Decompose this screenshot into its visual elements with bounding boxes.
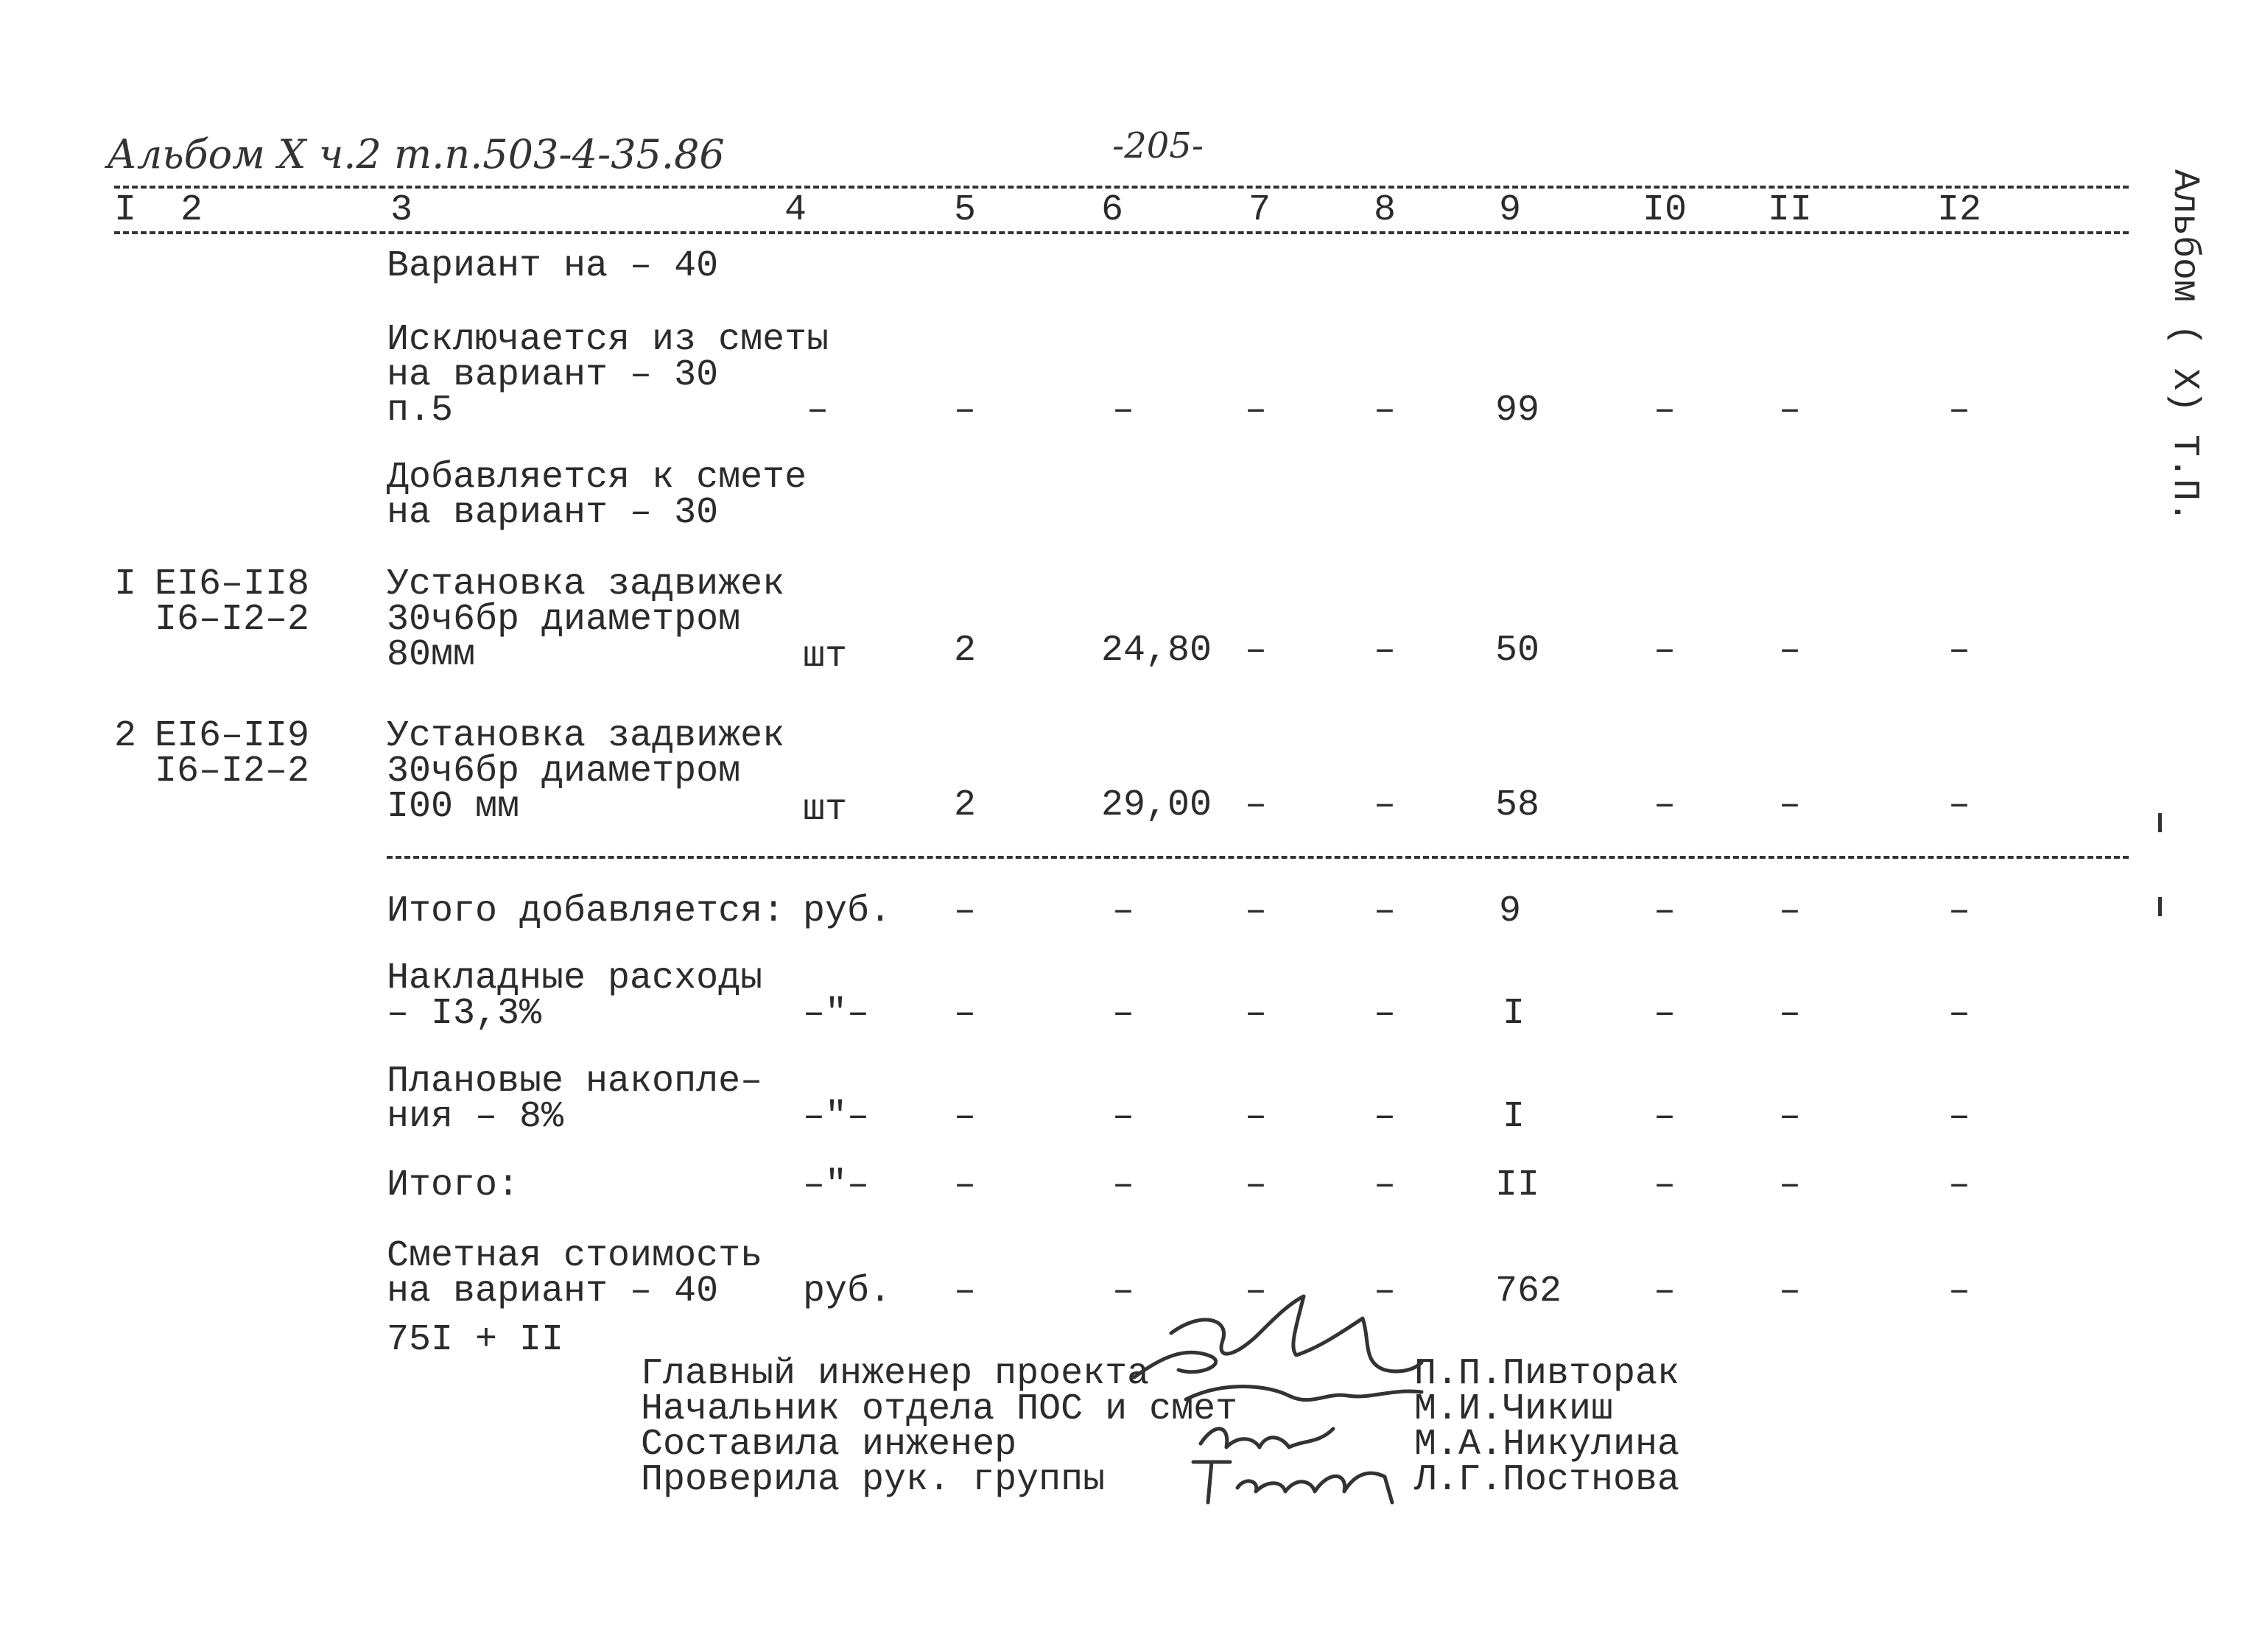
row-4-c5: 2: [953, 784, 976, 826]
signature-role: Составила инженер: [641, 1424, 1017, 1466]
row-3-c1: I: [114, 563, 137, 605]
row-9-c5: –: [953, 1270, 976, 1312]
row-9-c11: –: [1778, 1270, 1801, 1312]
row-7-c6: –: [1111, 1096, 1134, 1138]
row-6-c4: –"–: [803, 993, 870, 1035]
row-4-desc-2: 30ч6бр диаметром: [387, 751, 741, 792]
row-1-desc-1: Исключается из сметы: [387, 319, 829, 361]
row-0-desc: Вариант на – 40: [387, 245, 719, 287]
col-num-3: 3: [390, 189, 412, 231]
page-number: -205-: [1112, 125, 1204, 166]
col-num-4: 4: [784, 189, 807, 231]
row-3-c10: –: [1653, 630, 1676, 672]
album-reference: Альбом Х ч.2 т.п.503-4-35.86: [107, 131, 725, 177]
col-num-7: 7: [1248, 189, 1271, 231]
row-3-c4: шт: [803, 636, 848, 678]
row-5-c12: –: [1947, 890, 1970, 932]
row-4-c12: –: [1947, 784, 1970, 826]
col-num-8: 8: [1373, 189, 1396, 231]
header-top-rule: [114, 186, 2129, 189]
signature-name: П.П.Пивторак: [1414, 1353, 1680, 1395]
row-4-desc-3: I00 мм: [387, 786, 520, 828]
row-5-c7: –: [1244, 890, 1267, 932]
row-1-c7: –: [1244, 390, 1267, 432]
row-9-c6: –: [1111, 1270, 1134, 1312]
row-9-desc-1: Сметная стоимость: [387, 1235, 763, 1277]
row-6-c10: –: [1653, 993, 1676, 1035]
row-4-c7: –: [1244, 784, 1267, 826]
row-5-c11: –: [1778, 890, 1801, 932]
row-7-c4: –"–: [803, 1096, 870, 1138]
row-1-desc-3: п.5: [387, 390, 454, 432]
row-9-c8: –: [1373, 1270, 1396, 1312]
row-3-c9: 50: [1495, 630, 1540, 672]
signature-role: Главный инженер проекта: [641, 1353, 1150, 1395]
row-8-c4: –"–: [803, 1164, 870, 1206]
col-num-6: 6: [1100, 189, 1123, 231]
row-1-c10: –: [1653, 390, 1676, 432]
row-6-c12: –: [1947, 993, 1970, 1035]
row-8-c8: –: [1373, 1164, 1396, 1206]
row-6-desc-2: – I3,3%: [387, 993, 542, 1035]
row-6-c7: –: [1244, 993, 1267, 1035]
row-5-c5: –: [953, 890, 976, 932]
side-label: Альбом ( Х) Т.П.: [2163, 169, 2205, 524]
row-8-c12: –: [1947, 1164, 1970, 1206]
row-1-c9: 99: [1495, 390, 1540, 432]
row-5-c6: –: [1111, 890, 1134, 932]
row-3-c2-1: ЕI6–II8: [155, 563, 310, 605]
row-1-desc-2: на вариант – 30: [387, 354, 719, 396]
row-7-c8: –: [1373, 1096, 1396, 1138]
row-3-c6: 24,80: [1101, 630, 1212, 672]
row-3-c2-2: I6–I2–2: [155, 599, 310, 641]
row-7-desc-1: Плановые накопле–: [387, 1061, 763, 1103]
row-5-c4: руб.: [803, 890, 892, 932]
row-5-c8: –: [1373, 890, 1396, 932]
col-num-10: I0: [1642, 189, 1687, 231]
row-9-c10: –: [1653, 1270, 1676, 1312]
row-1-c6: –: [1111, 390, 1134, 432]
row-6-c11: –: [1778, 993, 1801, 1035]
row-5-c10: –: [1653, 890, 1676, 932]
calc-note: 75I + II: [387, 1319, 564, 1361]
row-3-desc-2: 30ч6бр диаметром: [387, 599, 741, 641]
row-4-c6: 29,00: [1101, 784, 1212, 826]
row-9-c12: –: [1947, 1270, 1970, 1312]
col-num-9: 9: [1498, 189, 1521, 231]
row-7-c12: –: [1947, 1096, 1970, 1138]
header-bottom-rule: [114, 231, 2129, 234]
row-9-c4: руб.: [803, 1270, 892, 1312]
row-4-c1: 2: [114, 715, 137, 757]
row-4-c10: –: [1653, 784, 1676, 826]
row-7-desc-2: ния – 8%: [387, 1096, 564, 1138]
col-num-11: II: [1767, 189, 1812, 231]
row-2-desc-1: Добавляется к смете: [387, 457, 807, 499]
row-6-c5: –: [953, 993, 976, 1035]
row-5-c9: 9: [1499, 890, 1522, 932]
row-4-c11: –: [1778, 784, 1801, 826]
row-9-c9: 762: [1495, 1270, 1562, 1312]
row-8-c5: –: [953, 1164, 976, 1206]
row-6-c6: –: [1111, 993, 1134, 1035]
col-num-12: I2: [1936, 189, 1981, 231]
row-7-c11: –: [1778, 1096, 1801, 1138]
row-7-c9: I: [1503, 1096, 1525, 1138]
row-6-desc-1: Накладные расходы: [387, 957, 763, 999]
row-3-c7: –: [1244, 630, 1267, 672]
row-3-c5: 2: [953, 630, 976, 672]
row-4-desc-1: Установка задвижек: [387, 715, 785, 757]
row-1-c11: –: [1778, 390, 1801, 432]
row-8-c10: –: [1653, 1164, 1676, 1206]
col-num-1: I: [113, 189, 136, 231]
margin-tick-1: [2158, 813, 2162, 832]
signature-name: М.И.Чикиш: [1414, 1388, 1614, 1430]
row-1-c5: –: [953, 390, 976, 432]
signature-name: М.А.Никулина: [1414, 1424, 1680, 1466]
signature-role: Начальник отдела ПОС и смет: [641, 1388, 1238, 1430]
row-1-c4: –: [806, 390, 829, 432]
row-8-c7: –: [1244, 1164, 1267, 1206]
row-9-desc-2: на вариант – 40: [387, 1270, 719, 1312]
row-4-c2-1: ЕI6–II9: [155, 715, 310, 757]
row-7-c5: –: [953, 1096, 976, 1138]
row-3-c11: –: [1778, 630, 1801, 672]
row-3-desc-1: Установка задвижек: [387, 563, 785, 605]
col-num-5: 5: [953, 189, 976, 231]
row-4-c9: 58: [1495, 784, 1540, 826]
margin-tick-2: [2158, 897, 2162, 916]
signature-name: Л.Г.Постнова: [1414, 1459, 1680, 1501]
row-8-c11: –: [1778, 1164, 1801, 1206]
row-4-c4: шт: [803, 789, 848, 831]
row-3-desc-3: 80мм: [387, 634, 476, 676]
row-8-c9: II: [1495, 1164, 1540, 1206]
row-4-c2-2: I6–I2–2: [155, 751, 310, 792]
row-6-c9: I: [1503, 993, 1525, 1035]
row-3-c8: –: [1373, 630, 1396, 672]
row-9-c7: –: [1244, 1270, 1267, 1312]
row-7-c7: –: [1244, 1096, 1267, 1138]
row-2-desc-2: на вариант – 30: [387, 492, 719, 534]
row-8-desc-1: Итого:: [387, 1164, 520, 1206]
row-7-c10: –: [1653, 1096, 1676, 1138]
row-3-c12: –: [1947, 630, 1970, 672]
col-num-2: 2: [180, 189, 203, 231]
handwritten-signature-checker: [1186, 1447, 1399, 1514]
totals-separator: [387, 856, 2129, 859]
row-1-c8: –: [1373, 390, 1396, 432]
row-1-c12: –: [1947, 390, 1970, 432]
row-6-c8: –: [1373, 993, 1396, 1035]
signature-role: Проверила рук. группы: [641, 1459, 1106, 1501]
row-8-c6: –: [1111, 1164, 1134, 1206]
row-5-desc-1: Итого добавляется:: [387, 890, 785, 932]
row-4-c8: –: [1373, 784, 1396, 826]
